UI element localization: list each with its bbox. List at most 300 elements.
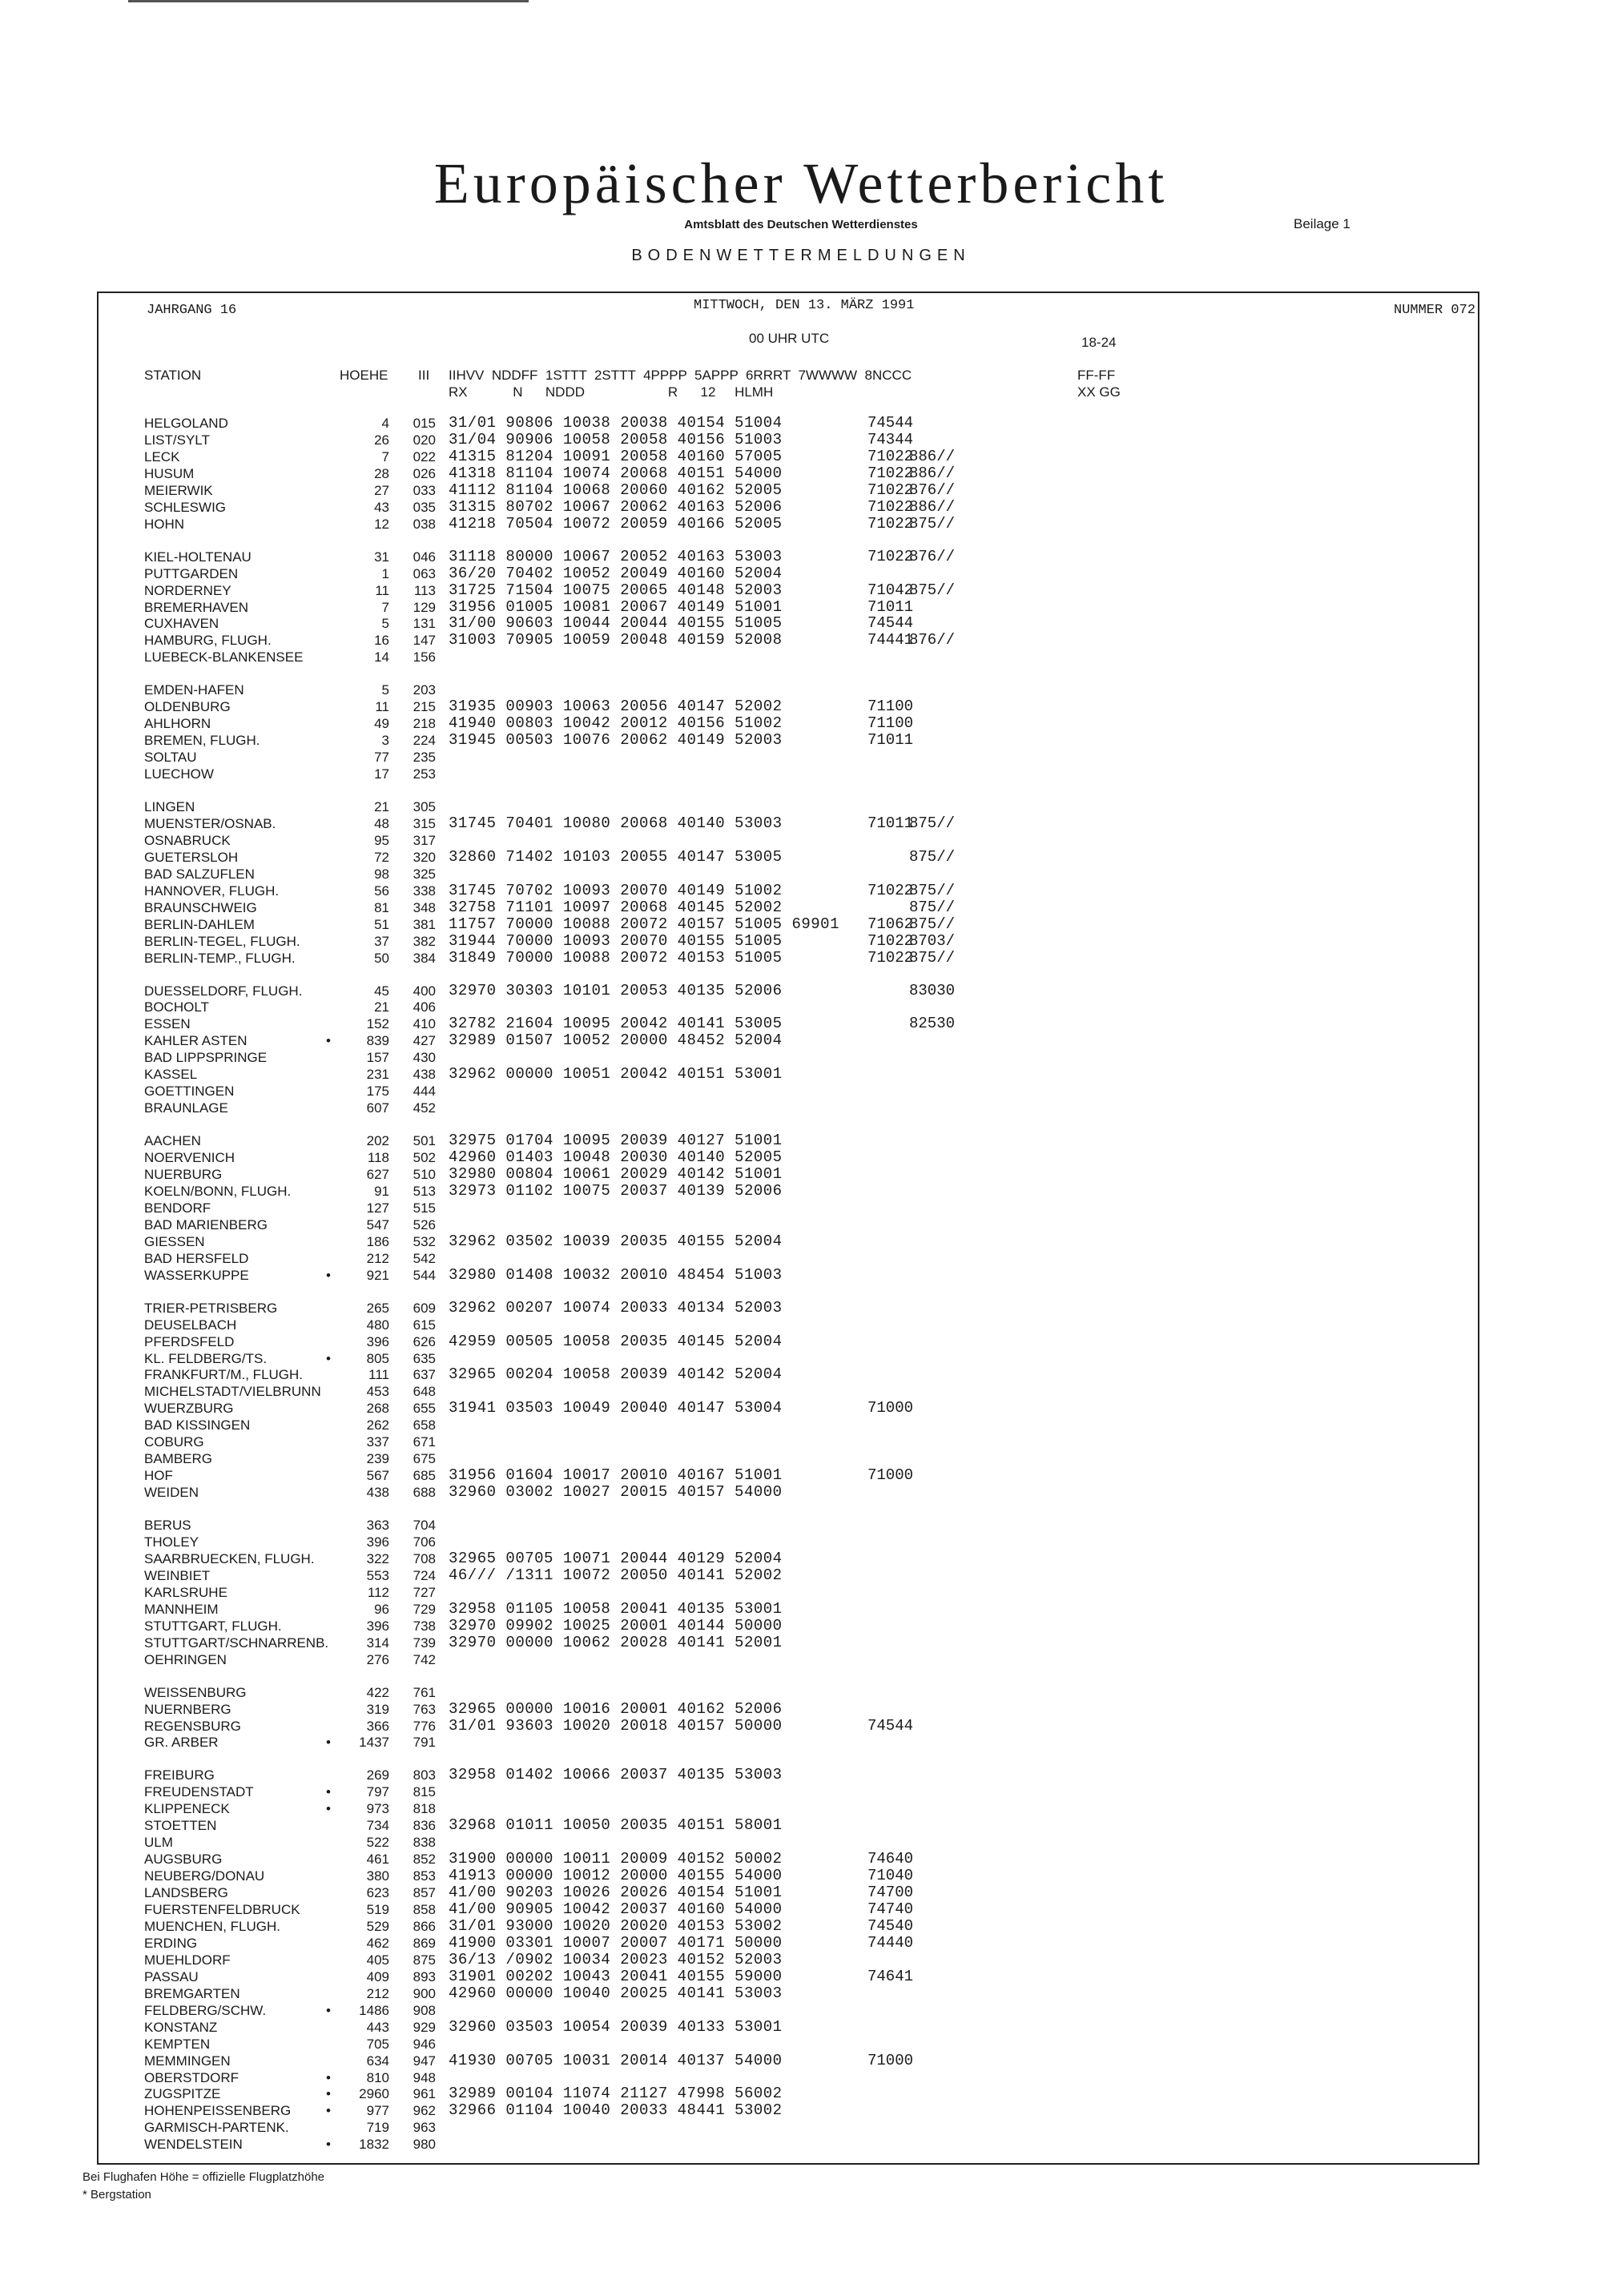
station-height: 553 [366,1567,389,1583]
station-height: 202 [366,1133,389,1149]
station-row [0,632,1602,649]
station-row [0,1550,1602,1567]
station-row [0,950,1602,967]
station-name: DEUSELBACH [144,1317,237,1333]
station-number: 400 [413,983,436,999]
station-number: 325 [413,866,436,882]
station-number: 615 [413,1317,436,1333]
station-height: 705 [366,2036,389,2052]
station-name: BAD MARIENBERG [144,1216,268,1232]
station-number: 203 [413,682,436,698]
station-number: 729 [413,1601,436,1617]
station-height: 17 [374,766,389,782]
synop-groups: 31900 00000 10011 20009 40152 50002 [449,1850,783,1868]
station-number: 818 [413,1801,436,1817]
station-name: NUERNBERG [144,1701,231,1717]
synop-groups: 31849 70000 10088 20072 40153 51005 [449,948,783,967]
station-height: 3 [381,733,389,749]
synop-groups: 42959 00505 10058 20035 40145 52004 [449,1332,783,1350]
station-height: 7 [381,448,389,464]
station-number: 675 [413,1451,436,1467]
station-height: 363 [366,1518,389,1534]
station-number: 742 [413,1651,436,1667]
station-number: 671 [413,1434,436,1450]
weather-group: 71022 [867,514,914,533]
station-number: 224 [413,733,436,749]
station-height: 734 [366,1818,389,1834]
station-number: 526 [413,1216,436,1232]
synop-groups: 31901 00202 10043 20041 40155 59000 [449,1967,783,1985]
synop-groups: 41913 00000 10012 20000 40155 54000 [449,1867,783,1885]
synop-groups: 11757 70000 10088 20072 40157 51005 69901 [449,915,839,933]
station-number: 776 [413,1718,436,1734]
station-height: 319 [366,1701,389,1717]
station-height: 28 [374,465,389,481]
synop-groups: 41315 81204 10091 20058 40160 57005 [449,447,783,465]
station-name: BAD HERSFELD [144,1250,249,1266]
weather-group: 74441 [867,631,914,649]
weather-group: 71000 [867,1466,914,1485]
station-row [0,2085,1602,2102]
station-name: WUERZBURG [144,1401,234,1417]
station-row [0,1383,1602,1400]
station-name: BOCHOLT [144,999,209,1015]
station-height: 314 [366,1635,389,1651]
synop-groups: 42960 00000 10040 20025 40141 53003 [449,1984,783,2002]
station-row [0,1701,1602,1718]
station-name: STUTTGART/SCHNARRENB. [144,1635,329,1651]
cloud-group: 875// [909,898,956,916]
station-row [0,715,1602,732]
station-name: BREMGARTEN [144,1985,240,2001]
cloud-group: 876// [909,481,956,499]
station-number: 218 [413,716,436,732]
synop-groups: 31118 80000 10067 20052 40163 53003 [449,547,783,565]
station-height: 45 [374,983,389,999]
synop-groups: 32958 01105 10058 20041 40135 53001 [449,1599,783,1618]
synop-groups: 32960 03503 10054 20039 40133 53001 [449,2017,783,2036]
station-height: 627 [366,1167,389,1182]
station-row [0,1601,1602,1618]
station-height: 27 [374,482,389,498]
station-height: 186 [366,1233,389,1249]
station-row [0,448,1602,465]
station-height: 380 [366,1868,389,1884]
station-name: DUESSELDORF, FLUGH. [144,983,303,999]
station-number: 430 [413,1050,436,1066]
station-row [0,482,1602,499]
weather-group: 71022 [867,481,914,499]
station-number: 803 [413,1767,436,1783]
station-height: 1486 [359,2002,389,2018]
station-row [0,615,1602,632]
station-height: 98 [374,866,389,882]
station-height: 337 [366,1434,389,1450]
weather-group: 71022 [867,497,914,516]
station-name: HELGOLAND [144,416,228,431]
station-row [0,832,1602,849]
station-row [0,682,1602,698]
station-row [0,582,1602,599]
station-number: 908 [413,2002,436,2018]
synop-groups: 31941 03503 10049 20040 40147 53004 [449,1399,783,1417]
station-name: LANDSBERG [144,1885,228,1901]
station-row [0,432,1602,448]
station-height: 2960 [359,2086,389,2102]
cloud-group: 8703/ [909,931,956,950]
station-height: 529 [366,1918,389,1934]
station-number: 815 [413,1784,436,1800]
station-height: 49 [374,716,389,732]
station-row [0,999,1602,1015]
station-name: GOETTINGEN [144,1084,235,1100]
station-name: REGENSBURG [144,1718,241,1734]
weather-group: 71022 [867,447,914,465]
station-number: 838 [413,1835,436,1851]
station-row [0,1935,1602,1952]
station-row [0,1968,1602,1985]
publisher-subtitle: Amtsblatt des Deutschen Wetterdienstes [684,218,918,231]
station-height: 480 [366,1317,389,1333]
ff-header-row1: FF-FF [1077,368,1116,383]
station-row [0,1183,1602,1200]
weather-group: 74544 [867,414,914,432]
station-number: 655 [413,1401,436,1417]
station-height: 12 [374,516,389,532]
station-name: ESSEN [144,1016,191,1032]
station-height: 51 [374,916,389,932]
station-name: BERLIN-DAHLEM [144,916,255,932]
station-name: MUENSTER/OSNAB. [144,815,276,831]
station-row [0,1952,1602,1968]
station-height: 461 [366,1852,389,1868]
station-name: PUTTGARDEN [144,565,239,581]
synop-groups: 41930 00705 10031 20014 40137 54000 [449,2051,783,2069]
station-name: SCHLESWIG [144,499,227,515]
station-row [0,1032,1602,1049]
synop-groups: 32965 00000 10016 20001 40162 52006 [449,1699,783,1718]
station-height: 973 [366,1801,389,1817]
station-number: 724 [413,1567,436,1583]
ff-header-row2: XX GG [1077,384,1121,400]
station-name: HANNOVER, FLUGH. [144,883,280,899]
station-name: MEIERWIK [144,482,213,498]
synop-groups: 32980 01408 10032 20010 48454 51003 [449,1265,783,1284]
station-row [0,849,1602,866]
station-height: 111 [368,1367,389,1383]
synop-groups: 32965 00705 10071 20044 40129 52004 [449,1549,783,1567]
station-number: 046 [413,549,436,565]
station-number: 836 [413,1818,436,1834]
station-name: WEINBIET [144,1567,211,1583]
synop-groups: 41318 81104 10074 20068 40151 54000 [449,464,783,482]
cloud-group: 875// [909,581,956,599]
station-height: 95 [374,832,389,848]
station-name: LINGEN [144,799,195,814]
station-number: 381 [413,916,436,932]
station-row [0,1200,1602,1216]
station-row [0,1450,1602,1467]
station-number: 791 [413,1735,436,1751]
station-number: 853 [413,1868,436,1884]
station-name: HOHENPEISSENBERG [144,2103,292,2119]
footnote-mountain: * Bergstation [83,2188,151,2202]
station-name: BERLIN-TEMP., FLUGH. [144,950,296,966]
synop-groups: 32980 00804 10061 20029 40142 51001 [449,1165,783,1183]
station-number: 022 [413,448,436,464]
station-row [0,516,1602,533]
cloud-group: 875// [909,915,956,933]
cloud-group: 876// [909,547,956,565]
station-name: LIST/SYLT [144,432,210,448]
station-height: 56 [374,883,389,899]
weather-group: 71022 [867,948,914,967]
station-height: 112 [367,1584,389,1600]
station-number: 033 [413,482,436,498]
station-row [0,1300,1602,1317]
station-number: 020 [413,432,436,448]
station-number: 235 [413,750,436,766]
station-row [0,1166,1602,1183]
cloud-group: 875// [909,514,956,533]
station-number: 929 [413,2019,436,2035]
station-height: 239 [366,1451,389,1467]
mountain-station-marker: • [326,1735,331,1751]
station-row [0,465,1602,482]
station-row [0,1517,1602,1534]
station-row [0,1918,1602,1935]
station-number: 438 [413,1067,436,1083]
station-height: 21 [374,799,389,814]
station-row [0,698,1602,715]
station-name: MUEHLDORF [144,1952,231,1968]
station-number: 015 [413,416,436,431]
station-number: 113 [413,582,436,598]
station-number: 857 [413,1885,436,1901]
station-name: KAHLER ASTEN [144,1033,248,1049]
station-height: 37 [374,933,389,949]
station-number: 685 [413,1468,436,1484]
mountain-station-marker: • [326,2002,331,2018]
station-row [0,1015,1602,1032]
station-name: SOLTAU [144,750,197,766]
station-name: SAARBRUECKEN, FLUGH. [144,1550,315,1566]
station-name: KOELN/BONN, FLUGH. [144,1183,292,1199]
group-header-row2: RX N NDDD R 12 HLMH [449,384,774,400]
synop-groups: 32970 09902 10025 20001 40144 50000 [449,1616,783,1635]
station-height: 127 [366,1200,389,1216]
synop-groups: 32989 00104 11074 21127 47998 56002 [449,2085,783,2103]
station-name: BRAUNLAGE [144,1100,228,1116]
station-row [0,1066,1602,1083]
station-height: 607 [366,1100,389,1116]
station-name: BERUS [144,1518,191,1534]
synop-groups: 31956 01604 10017 20010 40167 51001 [449,1466,783,1485]
station-number: 406 [413,999,436,1015]
station-number: 532 [413,1233,436,1249]
station-height: 1832 [359,2137,389,2153]
station-row [0,1985,1602,2002]
station-row [0,916,1602,933]
station-height: 5 [381,616,389,632]
weather-group: 71022 [867,464,914,482]
station-row [0,1618,1602,1635]
station-height: 72 [374,849,389,865]
station-name: STOETTEN [144,1818,217,1834]
station-row [0,1484,1602,1501]
synop-groups: 32962 00207 10074 20033 40134 52003 [449,1298,783,1317]
station-name: BREMEN, FLUGH. [144,733,260,749]
weather-group: 74740 [867,1900,914,1918]
station-row [0,899,1602,916]
weather-group: 74544 [867,614,914,633]
station-row [0,1635,1602,1651]
station-number: 542 [413,1250,436,1266]
weather-group: 71042 [867,581,914,599]
station-name: NEUBERG/DONAU [144,1868,265,1884]
station-number: 947 [413,2053,436,2069]
station-name: BAD LIPPSPRINGE [144,1050,268,1066]
station-name: PFERDSFELD [144,1333,235,1349]
station-row [0,549,1602,565]
station-height: 16 [374,633,389,649]
station-name: PASSAU [144,1968,199,1984]
station-name: KARLSRUHE [144,1584,227,1600]
station-number: 727 [413,1584,436,1600]
station-height: 396 [366,1534,389,1550]
station-height: 438 [366,1485,389,1501]
mountain-station-marker: • [326,2086,331,2102]
cloud-group: 886// [909,447,956,465]
station-name: NUERBURG [144,1167,223,1182]
top-rule [128,0,529,2]
station-number: 962 [413,2103,436,2119]
station-number: 946 [413,2036,436,2052]
station-height: 77 [374,750,389,766]
station-height: 366 [366,1718,389,1734]
station-name: ZUGSPITZE [144,2086,221,2102]
cloud-group: 82530 [909,1015,956,1033]
synop-groups: 31315 80702 10067 20062 40163 52006 [449,497,783,516]
station-name: GARMISCH-PARTENK. [144,2120,289,2136]
station-name: BERLIN-TEGEL, FLUGH. [144,933,300,949]
station-row [0,1400,1602,1417]
station-name: BAD SALZUFLEN [144,866,255,882]
station-name: FRANKFURT/M., FLUGH. [144,1367,304,1383]
synop-groups: 31/01 90806 10038 20038 40154 51004 [449,414,783,432]
weather-group: 71000 [867,1399,914,1417]
station-row [0,565,1602,582]
synop-groups: 31945 00503 10076 20062 40149 52003 [449,731,783,750]
station-number: 147 [413,633,436,649]
station-height: 839 [366,1033,389,1049]
station-row [0,2119,1602,2136]
station-row [0,766,1602,782]
station-name: KLIPPENECK [144,1801,230,1817]
synop-groups: 32973 01102 10075 20037 40139 52006 [449,1181,783,1200]
synop-groups: 32970 00000 10062 20028 40141 52001 [449,1633,783,1651]
station-number: 384 [413,950,436,966]
synop-groups: 32962 00000 10051 20042 40151 53001 [449,1065,783,1084]
station-height: 269 [366,1767,389,1783]
cloud-group: 886// [909,497,956,516]
weather-group: 71022 [867,881,914,899]
station-height: 265 [366,1300,389,1316]
station-row [0,883,1602,899]
station-height: 26 [374,432,389,448]
station-name: AACHEN [144,1133,201,1149]
station-row [0,1250,1602,1267]
station-number: 501 [413,1133,436,1149]
station-row [0,1734,1602,1751]
station-name: OEHRINGEN [144,1651,227,1667]
station-name: LECK [144,448,180,464]
station-name: WEISSENBURG [144,1684,247,1700]
volume-label: JAHRGANG 16 [147,303,237,318]
station-name: NORDERNEY [144,582,231,598]
station-row [0,1083,1602,1100]
station-number: 510 [413,1167,436,1182]
station-row [0,1366,1602,1383]
station-row [0,1350,1602,1367]
station-row [0,2019,1602,2036]
synop-groups: 32989 01507 10052 20000 48452 52004 [449,1031,783,1050]
station-height: 276 [366,1651,389,1667]
station-name: GUETERSLOH [144,849,239,865]
station-row [0,1216,1602,1233]
synop-groups: 32958 01402 10066 20037 40135 53003 [449,1766,783,1784]
station-number: 338 [413,883,436,899]
station-row [0,1868,1602,1884]
station-row [0,1467,1602,1484]
station-name: NOERVENICH [144,1150,235,1166]
station-height: 396 [366,1618,389,1634]
station-number: 980 [413,2137,436,2153]
section-title: BODENWETTERMELDUNGEN [631,247,971,264]
station-number: 544 [413,1267,436,1283]
station-height: 96 [374,1601,389,1617]
station-row [0,1267,1602,1284]
station-row [0,1132,1602,1149]
station-row [0,1149,1602,1166]
station-name: KASSEL [144,1067,198,1083]
station-number: 852 [413,1852,436,1868]
synop-groups: 32968 01011 10050 20035 40151 58001 [449,1816,783,1835]
station-row [0,2136,1602,2153]
station-name: OLDENBURG [144,699,231,715]
station-height: 231 [366,1067,389,1083]
station-number: 648 [413,1384,436,1400]
station-number: 961 [413,2086,436,2102]
station-number: 129 [413,599,436,615]
supplement-label: Beilage 1 [1294,216,1350,231]
synop-groups: 36/13 /0902 10034 20023 40152 52003 [449,1950,783,1968]
station-number: 063 [413,565,436,581]
station-height: 462 [366,1935,389,1951]
station-name: OBERSTDORF [144,2069,239,2085]
weather-group: 71100 [867,698,914,716]
station-number: 658 [413,1417,436,1433]
station-number: 348 [413,899,436,915]
station-name: KEMPTEN [144,2036,211,2052]
synop-groups: 32758 71101 10097 20068 40145 52002 [449,898,783,916]
station-height: 519 [366,1902,389,1917]
weather-group: 71022 [867,547,914,565]
synop-groups: 32782 21604 10095 20042 40141 53005 [449,1015,783,1033]
weather-group: 74344 [867,430,914,448]
station-name: FELDBERG/SCHW. [144,2002,267,2018]
station-number: 305 [413,799,436,814]
